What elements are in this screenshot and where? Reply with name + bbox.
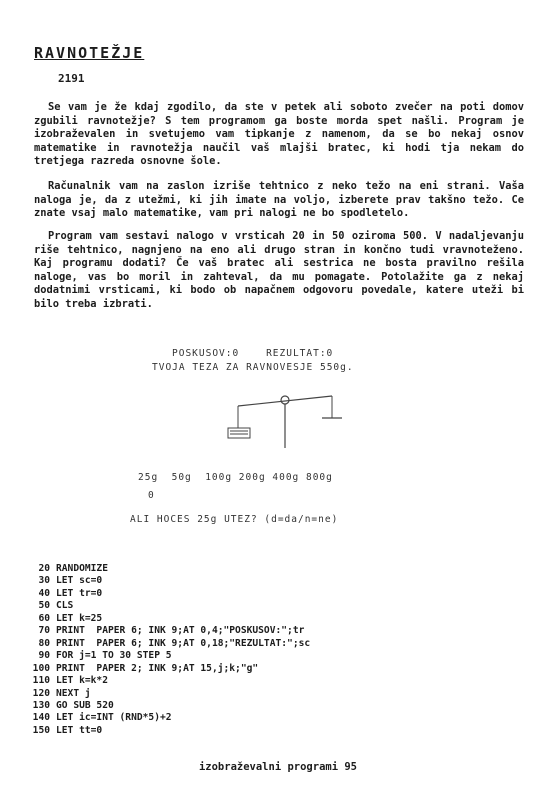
- code-line: [24, 725, 534, 737]
- code-line: [24, 638, 534, 650]
- screen-weights-line: 25g 50g 100g 200g 400g 800g: [138, 472, 333, 483]
- line-text: RANDOMIZE: [56, 563, 108, 574]
- screen-prompt-line: ALI HOCES 25g UTEZ? (d=da/n=ne): [130, 514, 339, 525]
- line-number: 30: [38, 575, 50, 587]
- line-number: 120: [32, 687, 50, 699]
- code-line: [24, 600, 534, 612]
- code-line: [24, 588, 534, 600]
- code-line: [24, 712, 534, 724]
- code-line: [24, 688, 534, 700]
- line-text: LET k=k*2: [56, 675, 108, 687]
- screen-task-line: TVOJA TEZA ZA RAVNOVESJE 550g.: [152, 362, 354, 373]
- line-text: CLS: [56, 600, 74, 612]
- line-number: 70: [38, 625, 50, 637]
- code-line: [24, 650, 534, 662]
- line-text: PRINT PAPER 2; INK 9;AT 15,j;k;"g": [56, 662, 259, 674]
- line-number: 150: [32, 724, 50, 736]
- line-text: LET k=25: [56, 612, 103, 624]
- code-line: [24, 700, 534, 712]
- page-footer: izobraževalni programi 95: [198, 761, 358, 773]
- line-number: 100: [32, 662, 50, 674]
- program-screenshot: [0, 340, 556, 540]
- line-number: 140: [32, 712, 50, 724]
- basic-listing: [24, 563, 534, 737]
- line-text: PRINT PAPER 6; INK 9;AT 0,4;"POSKUSOV:";tr: [56, 625, 305, 637]
- line-number: 40: [38, 587, 50, 599]
- program-number: 2191: [58, 72, 85, 85]
- line-number: 50: [38, 600, 50, 612]
- code-line: [24, 625, 534, 637]
- line-text: LET ic=INT (RND*5)+2: [56, 712, 172, 724]
- screen-status-line: POSKUSOV:0 REZULTAT:0: [172, 348, 334, 359]
- balance-scale-drawing: [220, 386, 350, 456]
- line-text: NEXT j: [56, 687, 91, 699]
- line-text: PRINT PAPER 6; INK 9;AT 0,18;"REZULTAT:";sc: [56, 637, 311, 649]
- paragraph-task: Računalnik vam na zaslon izriše tehtnico z neko težo na eni strani. Vaša naloga je, da z utežmi, ki jih imate na voljo, izberete prav takšno težo. Ce znate vsaj malo matematike, vam pri nalogi ne bo spodletelo.: [34, 180, 524, 220]
- line-text: LET tr=0: [56, 587, 103, 599]
- code-line: [24, 575, 534, 587]
- line-number: 20: [38, 563, 50, 574]
- line-number: 60: [38, 612, 50, 624]
- line-text: LET sc=0: [56, 575, 103, 587]
- code-line: [24, 563, 534, 575]
- line-number: 110: [32, 675, 50, 687]
- screen-zero-line: 0: [148, 490, 155, 501]
- code-line: [24, 613, 534, 625]
- code-line: [24, 675, 534, 687]
- line-text: FOR j=1 TO 30 STEP 5: [56, 650, 172, 662]
- code-line: [24, 663, 534, 675]
- article-title: RAVNOTEŽJE: [34, 44, 145, 62]
- line-number: 130: [32, 699, 50, 711]
- paragraph-program: Program vam sestavi nalogo v vrsticah 20 in 50 oziroma 500. V nadaljevanju riše tehtnico, nagnjeno na eno ali drugo stran in končno tudi vravnoteženo. Kaj programu dodati? Če vaš bratec ali sestrica ne bosta pravilno rešila naloge, vas bo moril in zahteval, da mu pomagate. Potolažite ga z nekaj dodatnimi vrsticami, ki bodo ob napačnem odgovoru povedale, katere uteži bi bilo treba izbrati.: [34, 230, 524, 310]
- line-number: 80: [38, 637, 50, 649]
- paragraph-intro: Se vam je že kdaj zgodilo, da ste v petek ali soboto zvečer na poti domov zgubili ravnotežje? S tem programom ga boste morda spet našli. Program je izobraževalen in svetujemo vam tipkanje z namenom, da se bo nekaj osnov matematike in ravnotežja naučil vaš mlajši bratec, ki hodi tja nekam do tretjega razreda osnovne šole.: [34, 101, 524, 168]
- line-text: GO SUB 520: [56, 699, 114, 711]
- line-number: 90: [38, 650, 50, 662]
- line-text: LET tt=0: [56, 724, 103, 736]
